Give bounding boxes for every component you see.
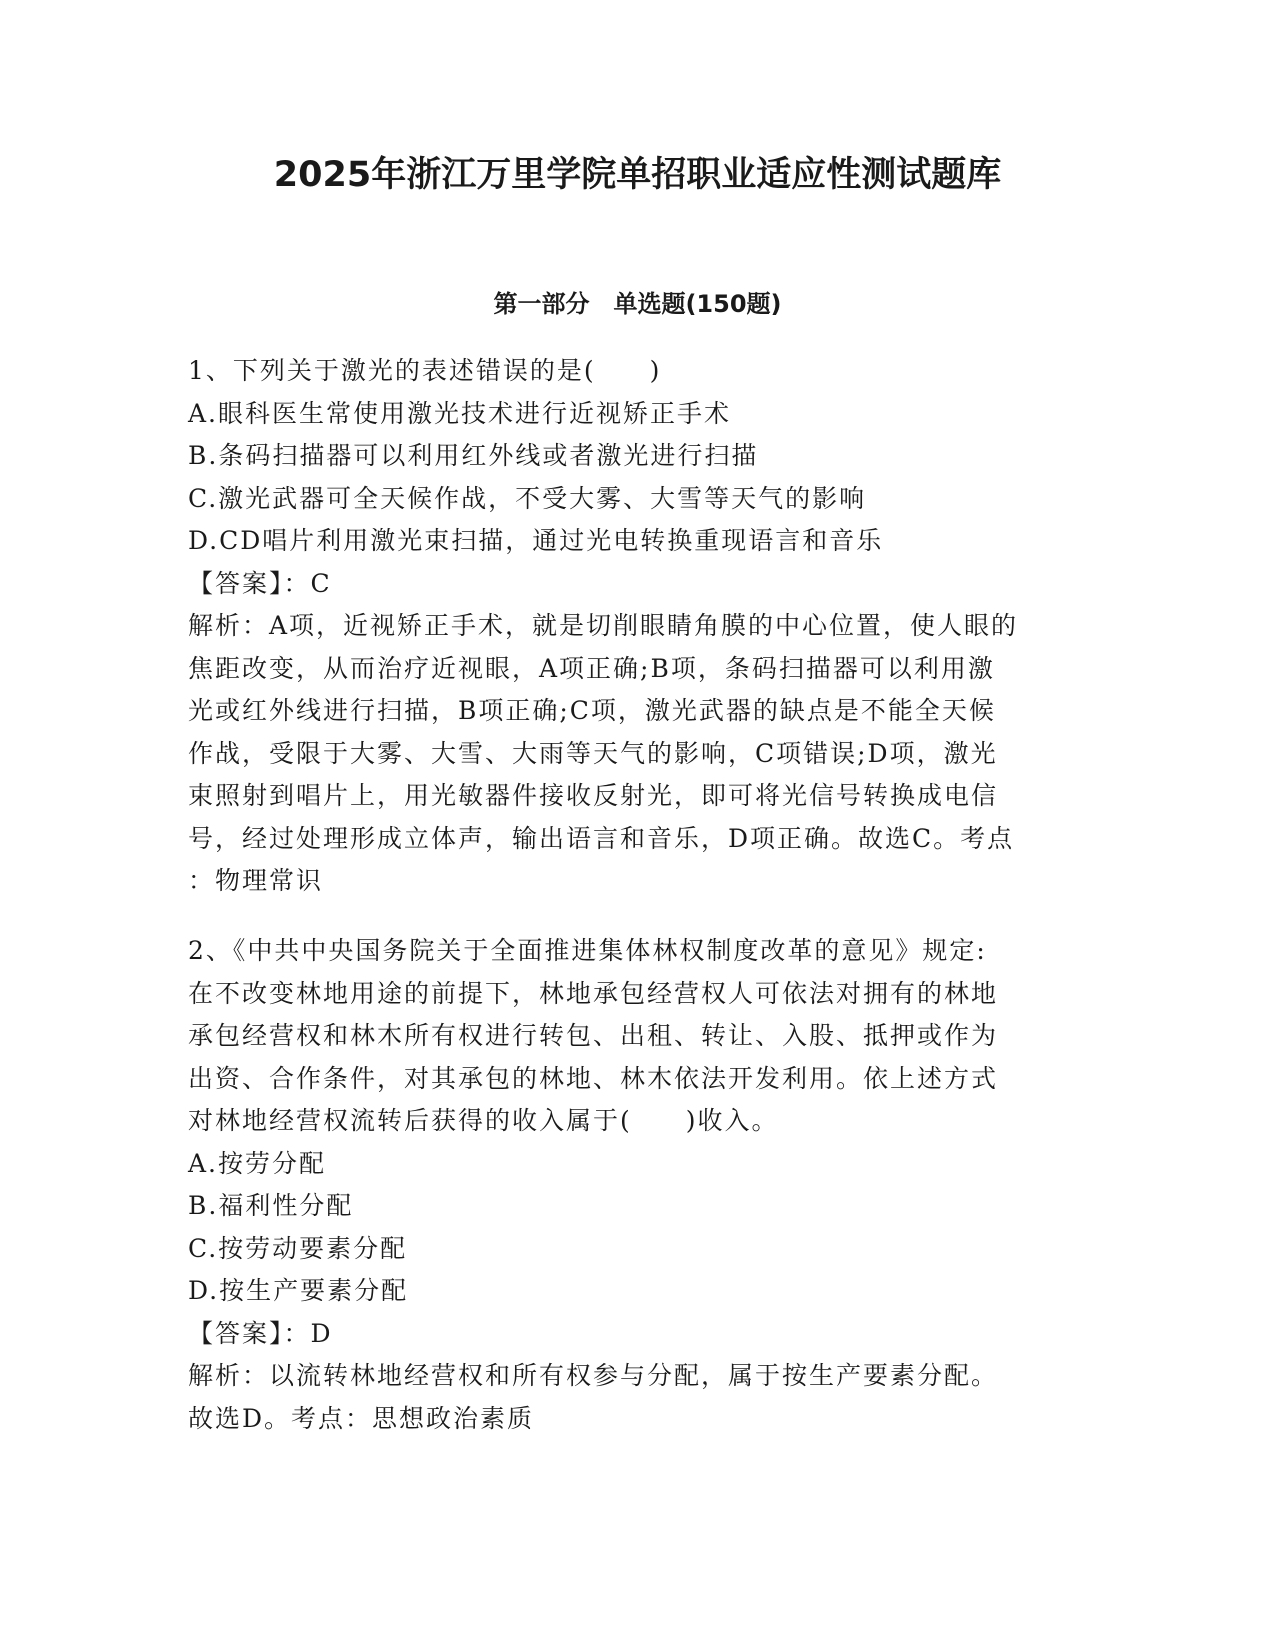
question-stem: 对林地经营权流转后获得的收入属于( )收入。 — [188, 1106, 779, 1135]
question-2 — [188, 930, 1088, 1440]
analysis-line: 号，经过处理形成立体声，输出语言和音乐，D项正确。故选C。考点 — [188, 823, 1015, 853]
answer: 【答案】：C — [188, 568, 332, 598]
option-a: A.眼科医生常使用激光技术进行近视矫正手术 — [188, 398, 732, 428]
question-stem: 在不改变林地用途的前提下，林地承包经营权人可依法对拥有的林地 — [188, 978, 999, 1008]
analysis-line: 解析：A项，近视矫正手术，就是切削眼睛角膜的中心位置，使人眼的 — [188, 611, 1019, 640]
analysis-line: 解析：以流转林地经营权和所有权参与分配，属于按生产要素分配。 — [188, 1361, 999, 1390]
analysis-line: 束照射到唱片上，用光敏器件接收反射光，即可将光信号转换成电信 — [188, 781, 999, 810]
option-d: D.按生产要素分配 — [188, 1276, 409, 1305]
question-1 — [188, 350, 1088, 903]
section-title: 第一部分 单选题(150题) — [493, 290, 782, 318]
option-c: C.按劳动要素分配 — [188, 1233, 408, 1263]
document-title: 2025年浙江万里学院单招职业适应性测试题库 — [273, 155, 1002, 195]
analysis-line: ：物理常识 — [188, 866, 324, 895]
analysis-line: 焦距改变，从而治疗近视眼，A项正确;B项，条码扫描器可以利用激 — [188, 653, 995, 683]
analysis-line: 故选D。考点：思想政治素质 — [188, 1403, 535, 1433]
option-d: D.CD唱片利用激光束扫描，通过光电转换重现语言和音乐 — [188, 526, 884, 555]
analysis-line: 光或红外线进行扫描，B项正确;C项，激光武器的缺点是不能全天候 — [188, 696, 996, 725]
analysis-line: 作战，受限于大雾、大雪、大雨等天气的影响，C项错误;D项，激光 — [188, 738, 998, 768]
question-stem: 1、下列关于激光的表述错误的是( ) — [188, 356, 662, 385]
answer: 【答案】：D — [188, 1318, 333, 1348]
option-a: A.按劳分配 — [188, 1148, 327, 1178]
option-b: B.福利性分配 — [188, 1191, 354, 1220]
question-stem: 出资、合作条件，对其承包的林地、林木依法开发利用。依上述方式 — [188, 1063, 999, 1093]
question-stem: 承包经营权和林木所有权进行转包、出租、转让、入股、抵押或作为 — [188, 1021, 999, 1050]
option-b: B.条码扫描器可以利用红外线或者激光进行扫描 — [188, 441, 759, 470]
question-stem: 2、《中共中央国务院关于全面推进集体林权制度改革的意见》规定: — [188, 936, 987, 965]
option-c: C.激光武器可全天候作战，不受大雾、大雪等天气的影响 — [188, 483, 867, 513]
